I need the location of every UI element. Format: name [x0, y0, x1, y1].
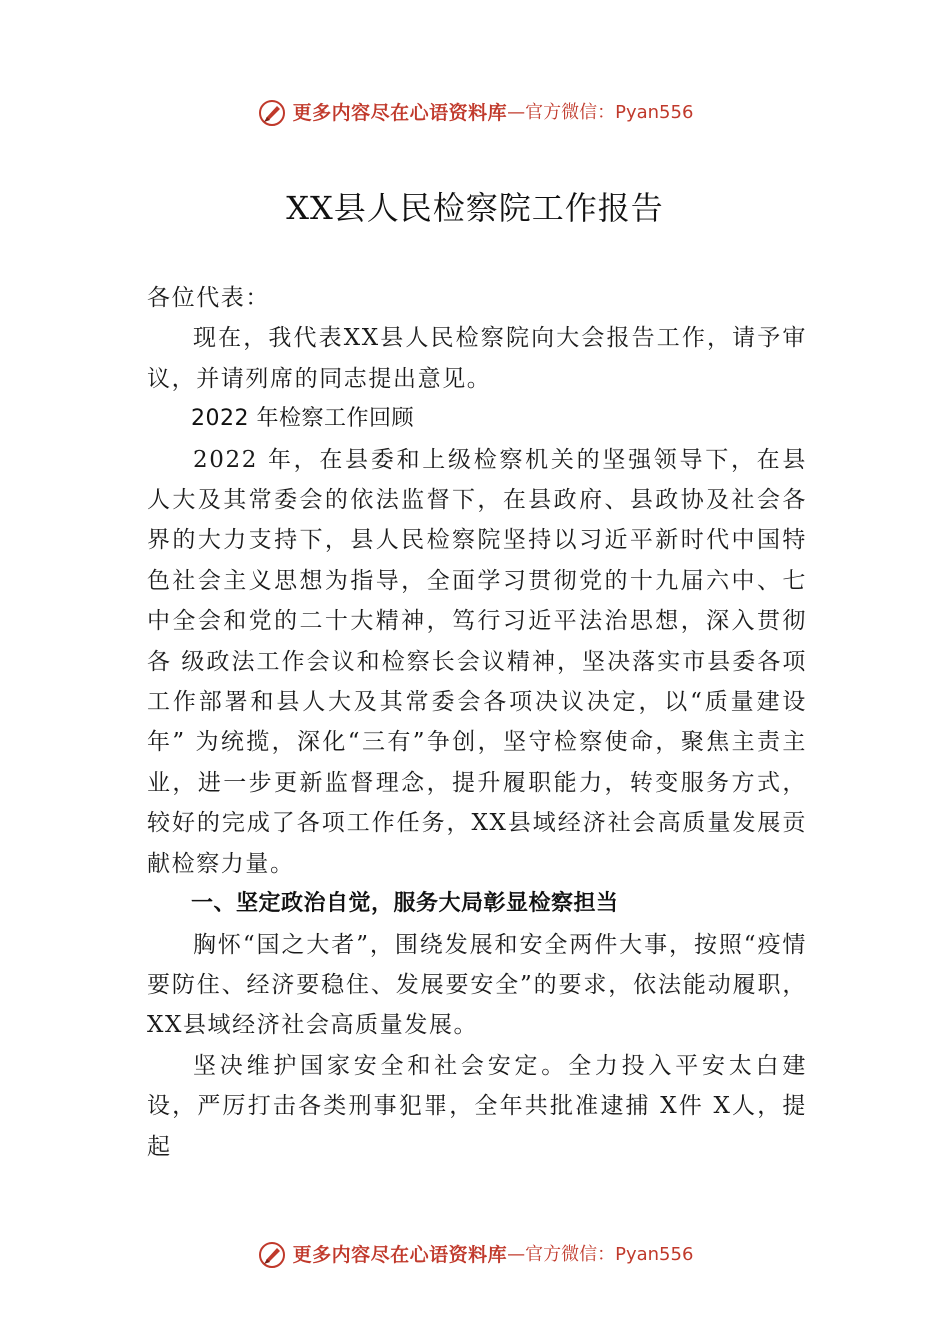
- logo-icon: [257, 1240, 287, 1270]
- document-body: [147, 278, 807, 1167]
- banner-wechat-label: 官方微信：: [525, 1244, 616, 1265]
- banner-library-text: 更多内容尽在心语资料库: [292, 102, 508, 124]
- banner-wechat-id: Pyan556: [615, 102, 694, 123]
- banner-wechat-label: 官方微信：: [525, 102, 616, 123]
- section-heading-review: 2022 年检察工作回顾: [191, 406, 414, 432]
- logo-icon: [257, 98, 287, 128]
- document-title: XX县人民检察院工作报告: [286, 189, 664, 227]
- salutation: 各位代表：: [147, 285, 270, 311]
- paragraph-review: 2022 年，在县委和上级检察机关的坚强领导下，在县人大及其常委会的依法监督下，在县政府、县政协及社会各界的大力支持下，县人民检察院坚持以习近平新时代中国特色社会主义思想为指导，全面学习贯彻党的十九届六中、七中全会和党的二十大精神，笃行习近平法治思想，深入贯彻各 级政法工作会议和检察长会议精神，坚决落实市县委各项工作部署和县人大及其常委会各项决议决定，以“质量建设年” 为统揽，深化“三有”争创，坚守检察使命，聚焦主责主业，进一步更新监督理念，提升履职能力，转变服务方式，较好的完成了各项工作任务，XX县域经济社会高质量发展贡献检察力量。: [147, 446, 807, 877]
- paragraph-security: 坚决维护国家安全和社会安定。全力投入平安太白建设，严厉打击各类刑事犯罪，全年共批准逮捕 X件 X人，提起: [147, 1052, 807, 1160]
- banner-library-text: 更多内容尽在心语资料库: [292, 1244, 508, 1266]
- paragraph-section-one: 胸怀“国之大者”，围绕发展和安全两件大事，按照“疫情要防住、经济要稳住、发展要安全”的要求，依法能动履职，XX县域经济社会高质量发展。: [147, 931, 807, 1039]
- section-heading-one: 一、坚定政治自觉，服务大局彰显检察担当: [191, 891, 619, 917]
- paragraph-intro: 现在，我代表XX县人民检察院向大会报告工作，请予审议，并请列席的同志提出意见。: [147, 325, 807, 392]
- banner-dash: —: [507, 102, 526, 123]
- banner-dash: —: [507, 1244, 526, 1265]
- footer-banner: [0, 1240, 950, 1270]
- banner-wechat-id: Pyan556: [615, 1244, 694, 1265]
- header-banner: [0, 98, 950, 128]
